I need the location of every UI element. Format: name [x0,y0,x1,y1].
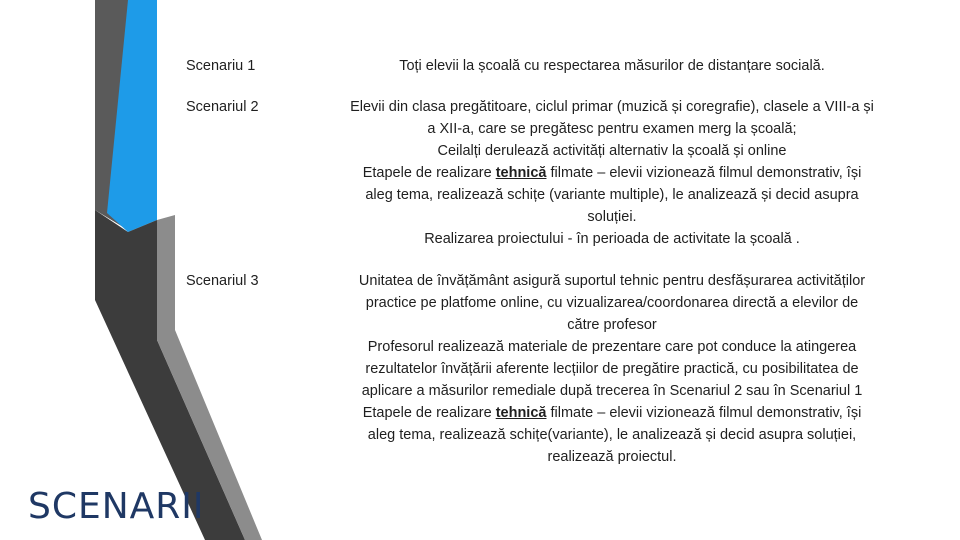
scenario-description [302,96,922,250]
description-line: Unitatea de învățământ asigură suportul tehnic pentru desfășurarea activităților [358,273,866,289]
description-line [302,402,922,424]
scenario-label: Scenariul 3 [186,273,259,289]
description-line: Elevii din clasa pregătitoare, ciclul primar (muzică și coregrafie), clasele a VIII-a și [350,99,874,115]
text-segment: filmate – elevii vizionează filmul demonstrativ, își [546,405,862,421]
description-line: Realizarea proiectului - în perioada de activitate la școală . [424,231,800,247]
description-line: aleg tema, realizează schițe (variante multiple), le analizează și decid asupra [365,187,859,203]
description-line: Toți elevii la școală cu respectarea măsurilor de distanțare socială. [399,58,825,74]
text-segment: Etapele de realizare [362,165,496,181]
description-line: practice pe platfome online, cu vizualizarea/coordonarea directă a elevilor de [365,295,859,311]
description-line: Profesorul realizează materiale de prezentare care pot conduce la atingerea [367,339,857,355]
scenario-label: Scenariul 2 [186,99,259,115]
description-line: soluției. [587,209,637,225]
description-line: către profesor [567,317,657,333]
slide-title: SCENARII [28,486,205,527]
text-segment: filmate – elevii vizionează filmul demonstrativ, își [546,165,862,181]
scenario-label: Scenariu 1 [186,58,256,74]
description-line: rezultatelor învățării aferente lecțiilor de pregătire practică, cu posibilitatea de [365,361,859,377]
description-line: aplicare a măsurilor remediale după trecerea în Scenariul 2 sau în Scenariul 1 [361,383,863,399]
description-line [302,162,922,184]
description-line: a XII-a, care se pregătesc pentru examen merg la școală; [427,121,797,137]
underlined-term: tehnică [495,405,547,421]
scenario-description [302,55,922,77]
description-line: realizează proiectul. [547,449,677,465]
underlined-term: tehnică [495,165,547,181]
description-line: Ceilalți derulează activități alternativ la școală și online [437,143,787,159]
text-segment: Etapele de realizare [362,405,496,421]
scenario-description [302,270,922,468]
description-line: aleg tema, realizează schițe(variante), le analizează și decid asupra soluției, [367,427,857,443]
